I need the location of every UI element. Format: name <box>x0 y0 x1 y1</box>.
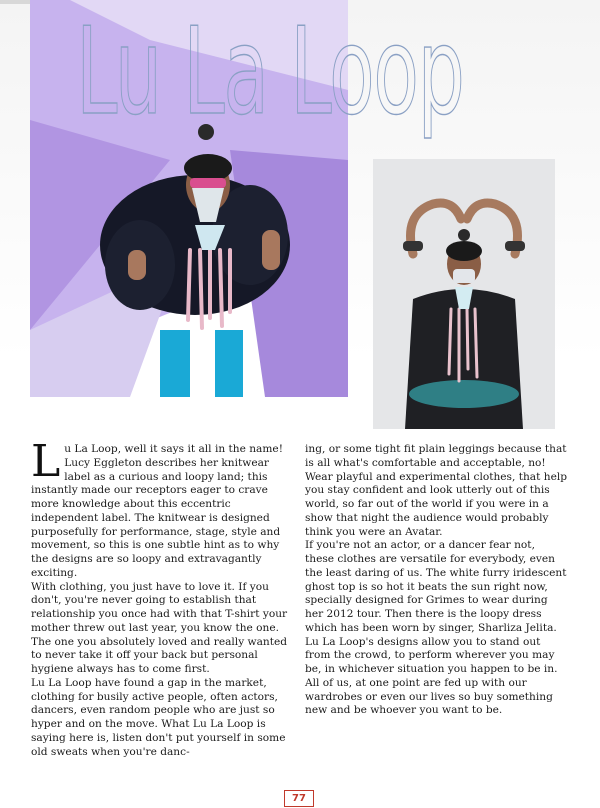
article-paragraph: ing, or some tight fit plain leggings because that is all what's comfortable and acceptable, no! Wear playful and experimental clothes, that help you stay confident and look utterly out of this world, so far out of the world if you were in a show that night the audience would probably think you were an Avatar. <box>305 443 568 538</box>
page-number: 77 <box>284 790 314 807</box>
model-photo-arms-raised <box>373 159 555 429</box>
article-title: Lu La Loop <box>76 3 464 142</box>
article-paragraph-text: u La Loop, well it says it all in the name! Lucy Eggleton describes her knitwear label as a curious and loopy land; this instantly made our receptors eager to crave more knowledge about this eccentric independent label. The knitwear is designed purposefully for performance, stage, style and movement, so this is one subtle hint as to why the designs are so loopy and extravagantly exciting. <box>31 443 283 579</box>
article-right-column <box>305 443 567 718</box>
article-paragraph: If you're not an actor, or a dancer fear not, these clothes are versatile for everybody, even the least daring of us. The white furry iridescent ghost top is so hot it beats the sun right now, specially designed for Grimes to wear during her 2012 tour. Then there is the loopy dress which has been worn by singer, Sharliza Jelita. <box>305 539 567 634</box>
article-paragraph: Lu La Loop's designs allow you to stand out from the crowd, to perform wherever you may be, in whichever situation you happen to be in. All of us, at one point are fed up with our wardrobes or even our lives so buy something new and be whoever you want to be. <box>305 635 558 717</box>
drop-cap: L <box>31 436 61 487</box>
model-photo-arms-raised-graphic <box>373 159 555 429</box>
article-paragraph: Lu La Loop have found a gap in the market, clothing for busily active people, often actors, dancers, even random people who are just so hyper and on the move. What Lu La Loop is saying here is, listen don't put yourself in some old sweats when you're danc- <box>31 676 286 758</box>
article-paragraph: With clothing, you just have to love it. If you don't, you're never going to establish that relationship you once had with that T-shirt your mother threw out last year, you know the one. The one you absolutely loved and really wanted to never take it off your back but personal hygiene always has to come first. <box>31 580 288 675</box>
article-paragraph <box>31 436 293 581</box>
article-left-column <box>31 436 293 759</box>
